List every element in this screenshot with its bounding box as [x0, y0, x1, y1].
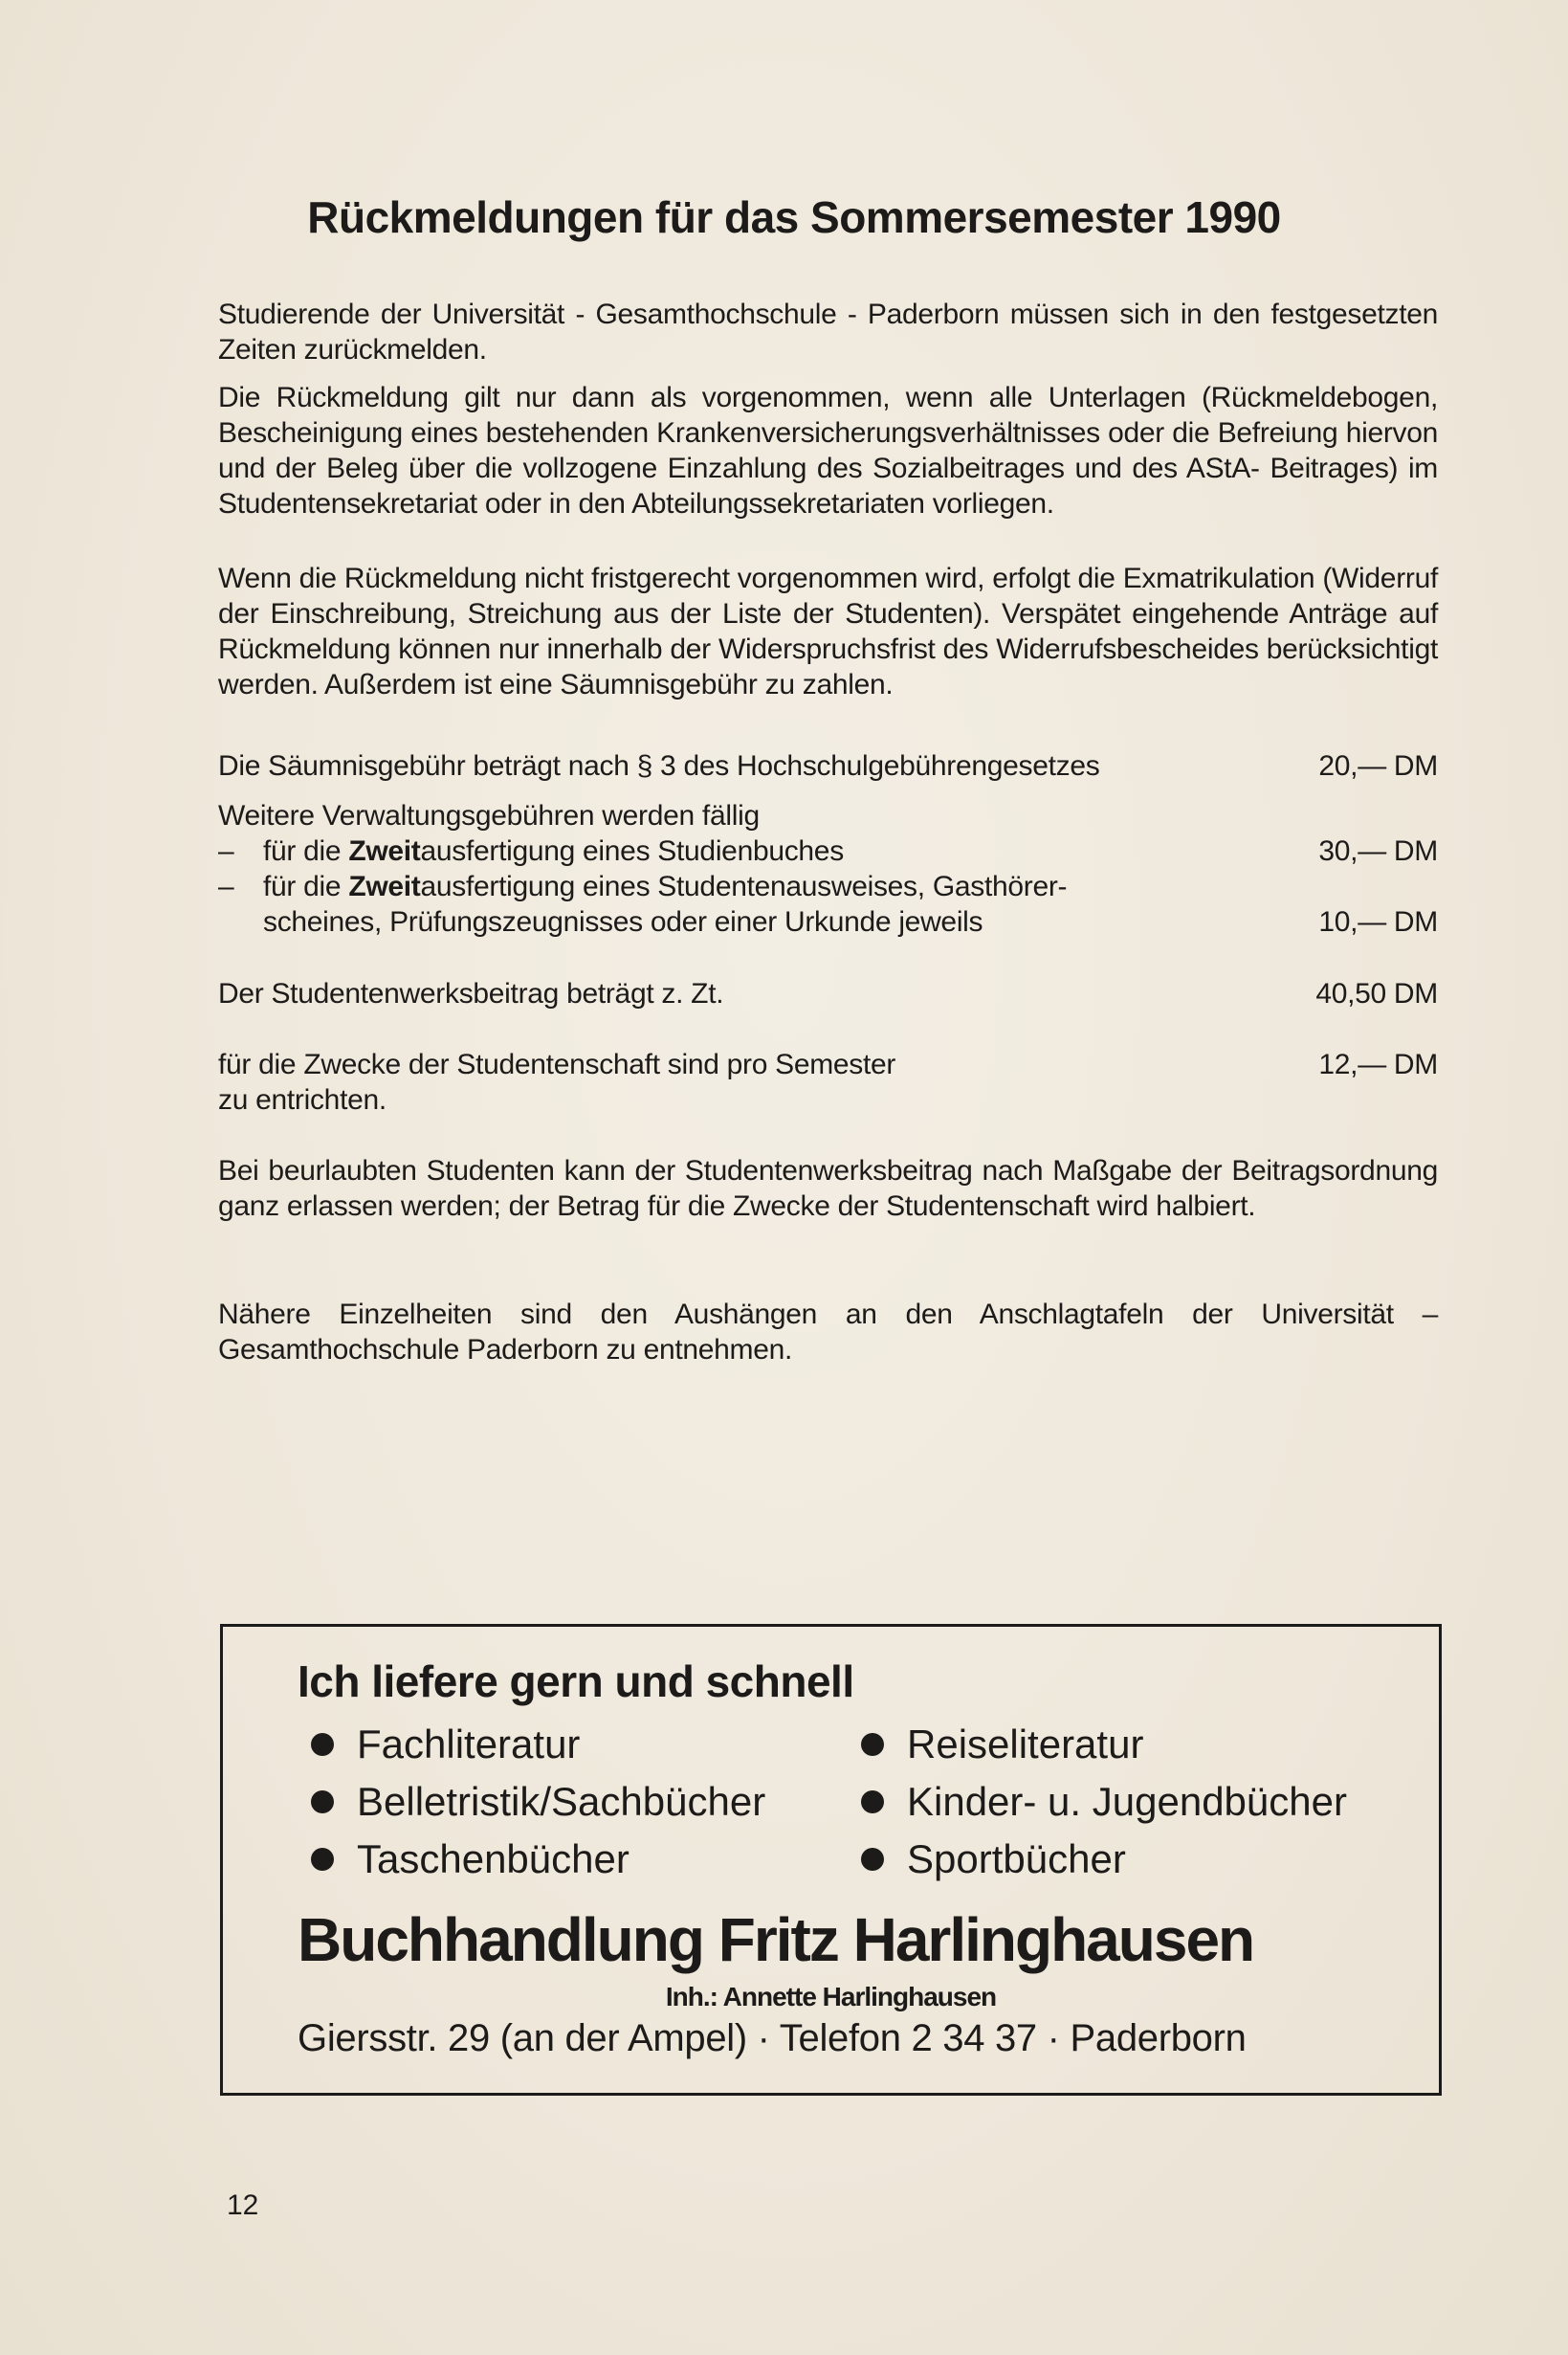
ad-list-left: [311, 1716, 765, 1888]
ad-list-item: Sportbücher: [861, 1831, 1347, 1888]
paragraph-beurlaubt: Bei beurlaubten Studenten kann der Studentenwerksbeitrag nach Maßgabe der Beitragsordnung ganz erlassen werden; der Betrag für die Zwecke der Studentenschaft wird halbiert.: [218, 1155, 1438, 1222]
bullet-icon: [311, 1790, 334, 1813]
ad-list-right: [861, 1716, 1347, 1888]
bullet-icon: [311, 1733, 334, 1756]
studentenwerk-fee-label: Der Studentenwerksbeitrag beträgt z. Zt.: [218, 978, 724, 1010]
paragraph-details: Nähere Einzelheiten sind den Aushängen an den Anschlagtafeln der Universität – Gesamthochschule Paderborn zu entnehmen.: [218, 1299, 1438, 1366]
fee-item-ausweis-label-line2: scheines, Prüfungszeugnisses oder einer Urkunde jeweils: [263, 906, 983, 938]
studentenschaft-fee-label-line1: für die Zwecke der Studentenschaft sind pro Semester: [218, 1049, 896, 1080]
paragraph-requirements: Die Rückmeldung gilt nur dann als vorgenommen, wenn alle Unterlagen (Rückmeldebogen, Bescheinigung eines bestehenden Krankenversicherungsverhältnisses oder die Befreiung hiervon und der Beleg über die vollzogene Einzahlung des Sozialbeitrages und des AStA- Beitrages) im Studentensekretariat oder in den Abteilungssekretariaten vorliegen.: [218, 382, 1438, 520]
ad-list-item: Fachliteratur: [311, 1716, 765, 1773]
ad-shop-name: Buchhandlung Fritz Harlinghausen: [298, 1905, 1254, 1974]
bullet-icon: [861, 1733, 884, 1756]
page-title: Rückmeldungen für das Sommersemester 1990: [307, 192, 1281, 242]
studentenschaft-fee-amount: 12,— DM: [1318, 1049, 1438, 1080]
admin-fees-intro: Weitere Verwaltungsgebühren werden fällig: [218, 800, 760, 832]
ad-headline: Ich liefere gern und schnell: [298, 1656, 854, 1706]
ad-list-item: Kinder- u. Jugendbücher: [861, 1773, 1347, 1831]
fee-item-studienbuch-amount: 30,— DM: [1318, 835, 1438, 867]
paragraph-exmatriculation: Wenn die Rückmeldung nicht fristgerecht vorgenommen wird, erfolgt die Exmatrikulation (Widerruf der Einschreibung, Streichung aus der Liste der Studenten). Verspätet eingehende Anträge auf Rückmeldung können nur innerhalb der Widerspruchsfrist des Widerrufsbescheides berücksichtigt werden. Außerdem ist eine Säumnisgebühr zu zahlen.: [218, 563, 1438, 700]
studentenschaft-fee-label-line2: zu entrichten.: [218, 1084, 386, 1116]
fee-item-ausweis-amount: 10,— DM: [1318, 906, 1438, 938]
paragraph-intro: Studierende der Universität - Gesamthochschule - Paderborn müssen sich in den festgesetzten Zeiten zurückmelden.: [218, 299, 1438, 366]
late-fee-amount: 20,— DM: [1318, 750, 1438, 782]
late-fee-label: Die Säumnisgebühr beträgt nach § 3 des Hochschulgebührengesetzes: [218, 750, 1100, 782]
bullet-icon: [311, 1848, 334, 1871]
ad-list-item: Taschenbücher: [311, 1831, 765, 1888]
studentenwerk-fee-amount: 40,50 DM: [1315, 978, 1438, 1010]
ad-address: Giersstr. 29 (an der Ampel) · Telefon 2 34 37 · Paderborn: [298, 2017, 1247, 2059]
list-dash: –: [218, 835, 234, 867]
fee-item-ausweis-label-line1: für die Zweitausfertigung eines Studentenausweises, Gasthörer-: [263, 871, 1068, 902]
fee-item-studienbuch-label: für die Zweitausfertigung eines Studienbuches: [263, 835, 844, 867]
ad-list-item: Belletristik/Sachbücher: [311, 1773, 765, 1831]
bullet-icon: [861, 1790, 884, 1813]
bookstore-advertisement: [220, 1624, 1442, 2096]
ad-owner: Inh.: Annette Harlinghausen: [665, 1982, 997, 2011]
list-dash: –: [218, 871, 234, 902]
page-number: 12: [227, 2189, 259, 2221]
bullet-icon: [861, 1848, 884, 1871]
ad-list-item: Reiseliteratur: [861, 1716, 1347, 1773]
